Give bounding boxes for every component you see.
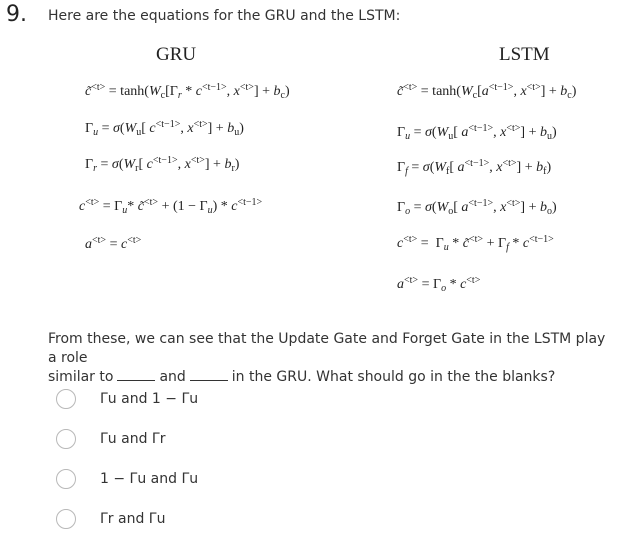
question-text-line-2	[48, 368, 618, 387]
answer-option-3[interactable]	[56, 468, 198, 489]
lstm-equation-update-gate: $\Gamma_u = \sigma(W_u$[ $a^{<t-1>}$, $x^{<t>}] + b_u$)	[397, 123, 557, 142]
gru-heading: GRU	[156, 44, 197, 65]
question-text-line-1: From these, we can see that the Update Gate and Forget Gate in the LSTM play a role	[48, 331, 606, 366]
gru-equation-relevance-gate: $\Gamma_r = \sigma(W_r$[ $c^{<t-1>}$, $x^{<t>}] + b_r$)	[85, 155, 240, 174]
answer-option-4[interactable]	[56, 508, 198, 529]
lstm-equation-output-gate: $\Gamma_o = \sigma(W_o$[ $a^{<t-1>}$, $x^{<t>}] + b_o$)	[397, 198, 557, 217]
answer-options	[56, 388, 198, 548]
blank-1	[117, 368, 155, 381]
gru-equation-candidate: c̃$^{<t>}$ = $\tanh(W_c[\Gamma_r * c^{<t-1>}$, $x^{<t>}] + b_c$)	[85, 82, 290, 101]
answer-option-2[interactable]	[56, 428, 198, 449]
question-text-suffix: in the GRU. What should go in the the blanks?	[231, 369, 556, 385]
gru-equation-memory-cell: $c^{<t>} = \Gamma_u*$ c̃$^{<t>}$ + $(1 - \Gamma_u) * c^{<t-1>}$	[79, 197, 263, 216]
answer-option-label: 1 − Γu and Γu	[100, 470, 199, 487]
lstm-equation-forget-gate: $\Gamma_f = \sigma(W_f$[ $a^{<t-1>}$, $x^{<t>}] + b_f$)	[397, 158, 552, 177]
answer-option-label: Γu and Γr	[100, 430, 166, 447]
radio-button[interactable]	[56, 389, 76, 409]
lstm-equation-memory-cell: $c^{<t>} = \Gamma_u$ * c̃$^{<t>}$ + $\Gamma_f * c^{<t-1>}$	[397, 234, 554, 253]
gru-equation-activation: $a^{<t>} = c^{<t>}$	[85, 235, 142, 252]
question-text-and: and	[159, 369, 186, 385]
blank-2	[190, 368, 228, 381]
lstm-equation-candidate: c̃$^{<t>}$ = $\tanh(W_c[a^{<t-1>}$, $x^{<t>}] + b_c$)	[397, 82, 577, 101]
question-text	[48, 330, 618, 387]
question-text-prefix: similar to	[48, 369, 114, 385]
radio-button[interactable]	[56, 429, 76, 449]
answer-option-label: Γr and Γu	[100, 510, 166, 527]
lstm-heading: LSTM	[499, 44, 550, 65]
question-number: 9.	[6, 2, 27, 27]
lstm-equation-activation: $a^{<t>} = \Gamma_o * c^{<t>}$	[397, 275, 481, 294]
radio-button[interactable]	[56, 509, 76, 529]
radio-button[interactable]	[56, 469, 76, 489]
question-prompt: Here are the equations for the GRU and the LSTM:	[48, 8, 401, 24]
gru-equation-update-gate: $\Gamma_u = \sigma(W_u$[ $c^{<t-1>}$, $x^{<t>}] + b_u$)	[85, 119, 244, 138]
answer-option-label: Γu and 1 − Γu	[100, 390, 199, 407]
answer-option-1[interactable]	[56, 388, 198, 409]
